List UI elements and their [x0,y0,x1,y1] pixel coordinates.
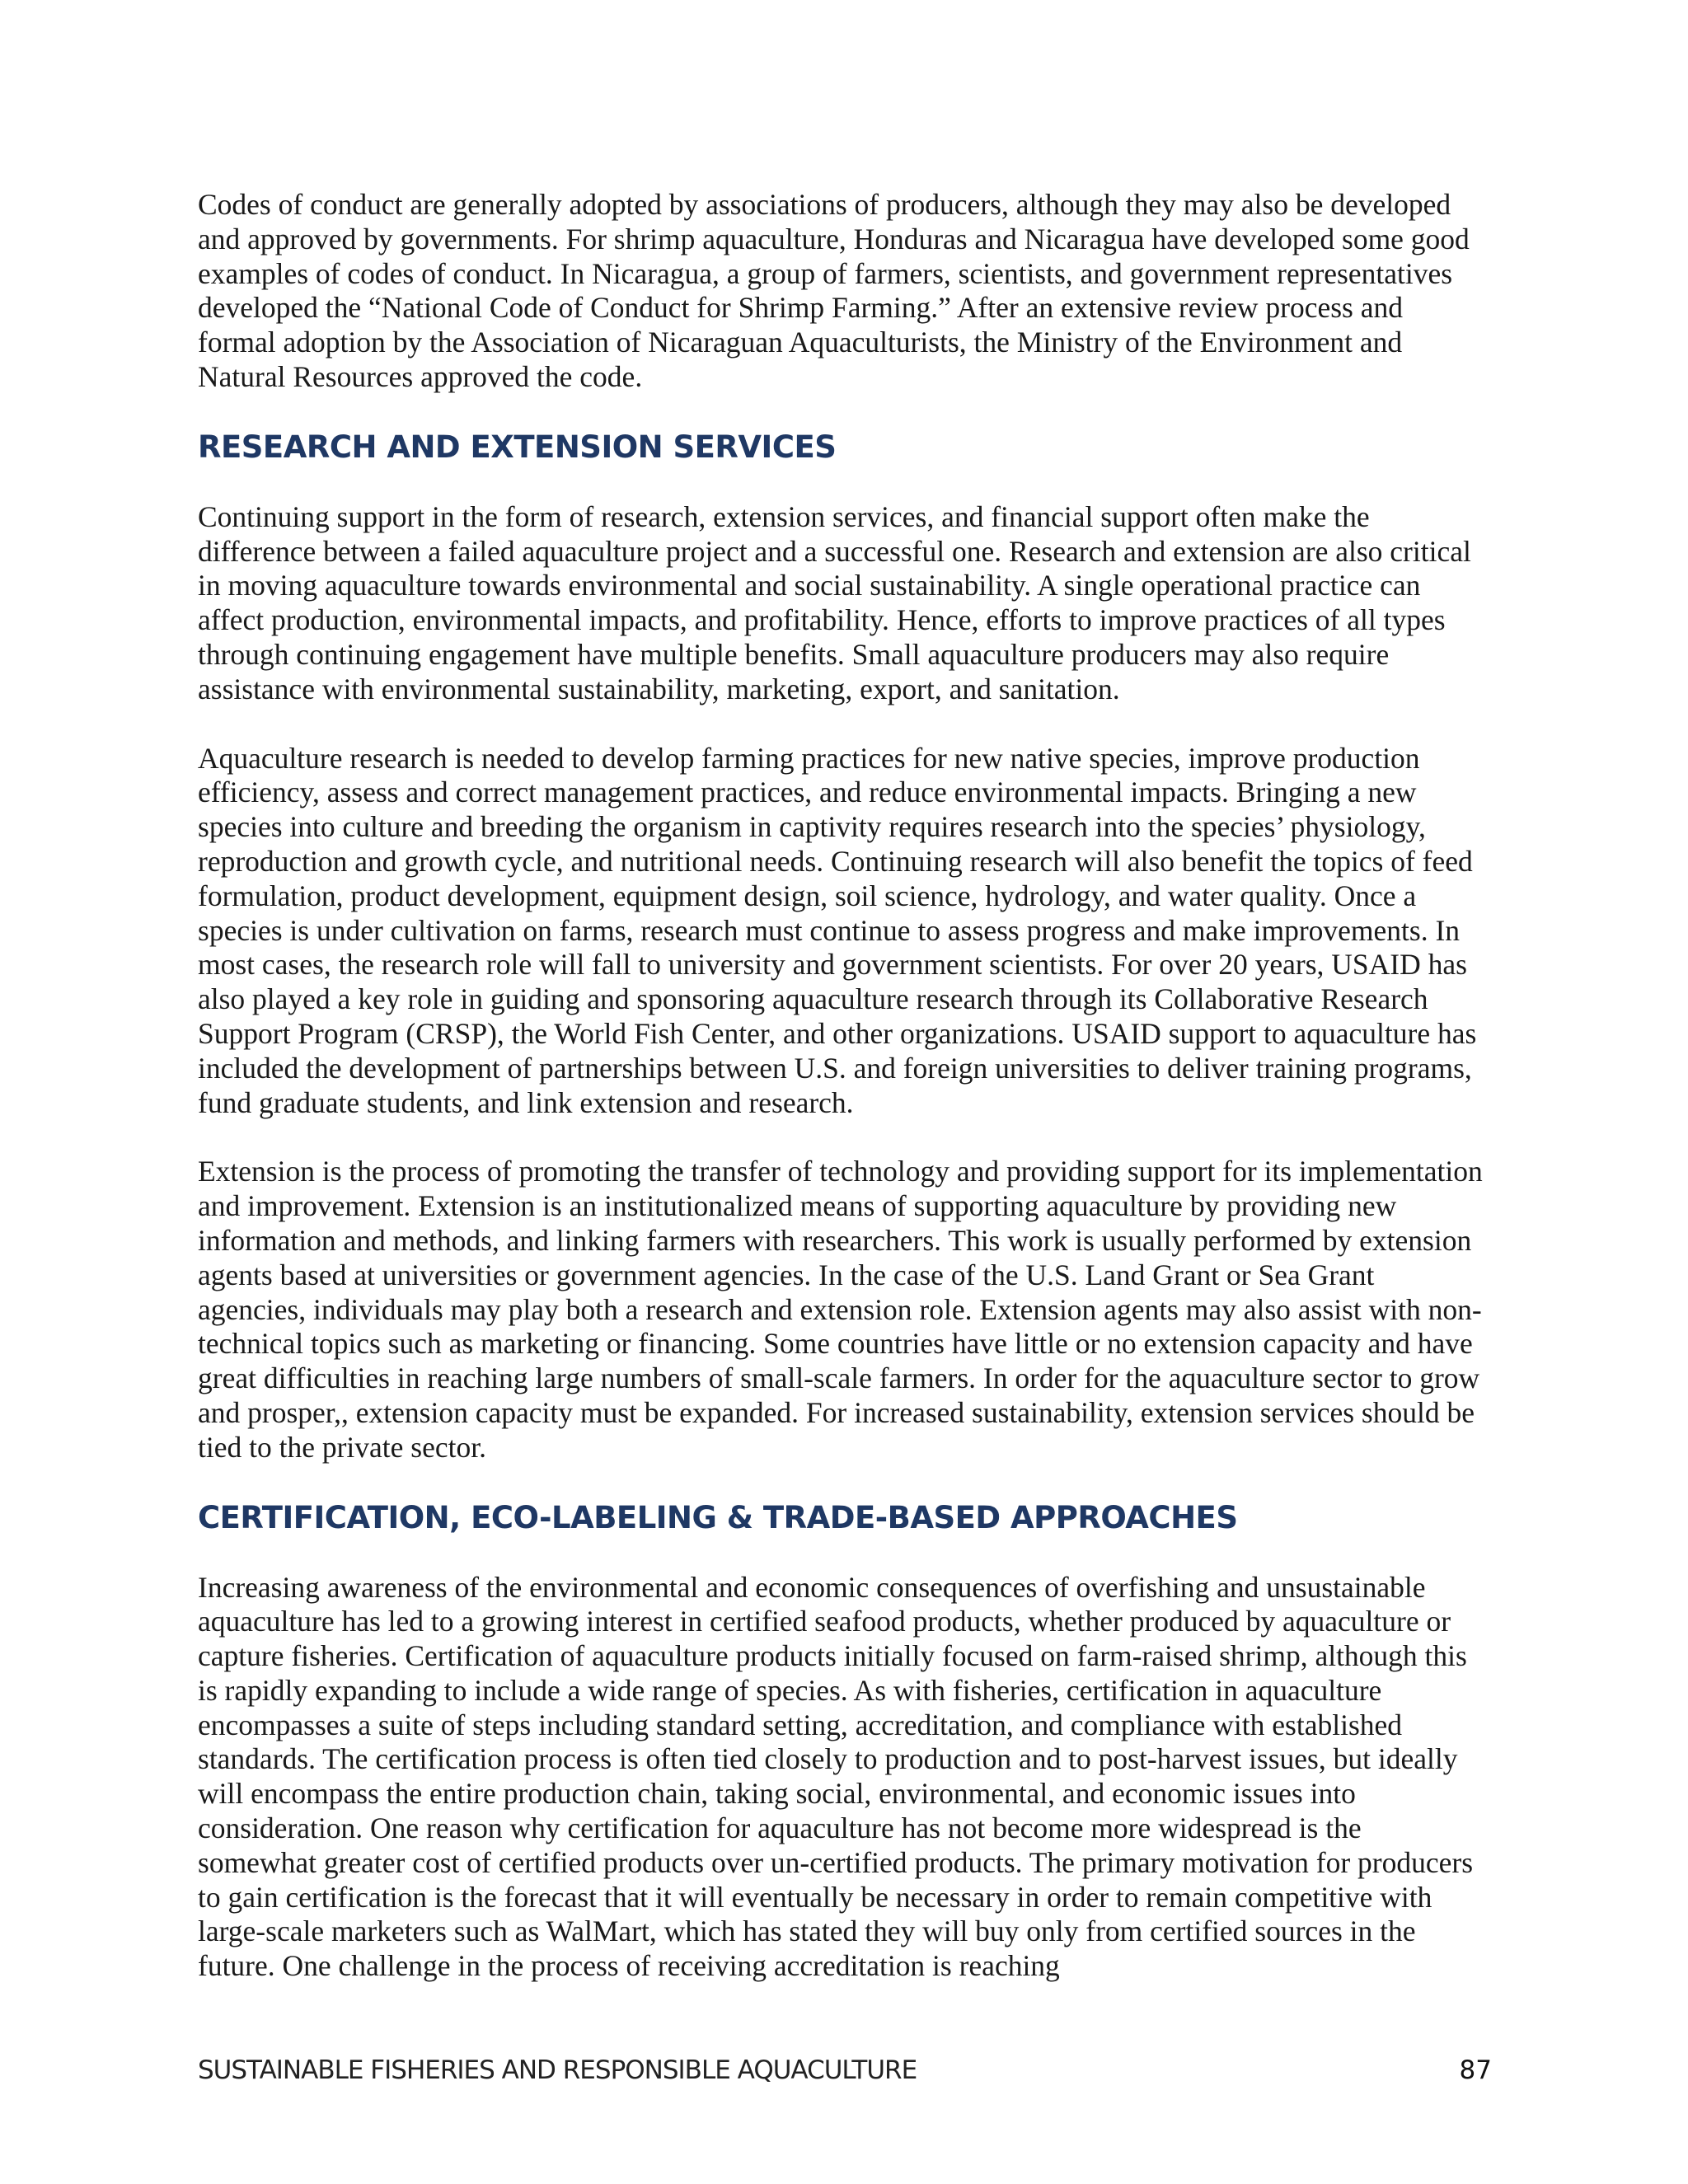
paragraph-codes-of-conduct: Codes of conduct are generally adopted by associations of producers, although they may also be developed and approved by governments. For shrimp aquaculture, Honduras and Nicaragua have developed some good examples of codes of conduct. In Nicaragua, a group of farmers, scientists, and government representatives developed the “National Code of Conduct for Shrimp Farming.” After an extensive review process and formal adoption by the Association of Nicaraguan Aquaculturists, the Ministry of the Environment and Natural Resources approved the code. [198,188,1470,393]
paragraph-extension: Extension is the process of promoting the transfer of technology and providing support for its implementation and improvement. Extension is an institutionalized means of supporting aquaculture by providing new information and methods, and linking farmers with researchers. This work is usually performed by extension agents based at universities or government agencies. In the case of the U.S. Land Grant or Sea Grant agencies, individuals may play both a research and extension role. Extension agents may also assist with non-technical topics such as marketing or financing. Some countries have little or no extension capacity and have great difficulties in reaching large numbers of small-scale farmers. In order for the aquaculture sector to grow and prosper,, extension capacity must be expanded. For increased sustainability, extension services should be tied to the private sector. [198,1155,1483,1464]
paragraph-research-support: Continuing support in the form of research, extension services, and financial support often make the difference between a failed aquaculture project and a successful one. Research and extension are also critical in moving aquaculture towards environmental and social sustainability. A single operational practice can affect production, environmental impacts, and profitability. Hence, efforts to improve practices of all types through continuing engagement have multiple benefits. Small aquaculture producers may also require assistance with environmental sustainability, marketing, export, and sanitation. [198,499,1471,705]
paragraph-certification: Increasing awareness of the environmental and economic consequences of overfishing and unsustainable aquaculture has led to a growing interest in certified seafood products, whether produced by aquaculture or capture fisheries. Certification of aquaculture products initially focused on farm-raised shrimp, although this is rapidly expanding to include a wide range of species. As with fisheries, certification in aquaculture encompasses a suite of steps including standard setting, accreditation, and compliance with established standards. The certification process is often tied closely to production and to post-harvest issues, but ideally will encompass the entire production chain, taking social, environmental, and economic issues into consideration. One reason why certification for aquaculture has not become more widespread is the somewhat greater cost of certified products over un-certified products. The primary motivation for producers to gain certification is the forecast that it will eventually be necessary in order to remain competitive with large-scale marketers such as WalMart, which has stated they will buy only from certified sources in the future. One challenge in the process of receiving accreditation is reaching [198,1570,1474,1983]
section-heading-certification: CERTIFICATION, ECO-LABELING & TRADE-BASED APPROACHES [198,1499,1238,1535]
footer-title: SUSTAINABLE FISHERIES AND RESPONSIBLE AQUACULTURE [198,2055,917,2085]
page-footer [198,2055,1492,2085]
page-number: 87 [1459,2055,1492,2085]
section-heading-research-extension: RESEARCH AND EXTENSION SERVICES [198,429,837,465]
page-content [198,188,1484,2018]
paragraph-aquaculture-research: Aquaculture research is needed to develop farming practices for new native species, improve production efficiency, assess and correct management practices, and reduce environmental impacts. Bringing a new species into culture and breeding the organism in captivity requires research into the species’ physiology, reproduction and growth cycle, and nutritional needs. Continuing research will also benefit the topics of feed formulation, product development, equipment design, soil science, hydrology, and water quality. Once a species is under cultivation on farms, research must continue to assess progress and make improvements. In most cases, the research role will fall to university and government scientists. For over 20 years, USAID has also played a key role in guiding and sponsoring aquaculture research through its Collaborative Research Support Program (CRSP), the World Fish Center, and other organizations. USAID support to aquaculture has included the development of partnerships between U.S. and foreign universities to deliver training programs, fund graduate students, and link extension and research. [198,741,1477,1119]
